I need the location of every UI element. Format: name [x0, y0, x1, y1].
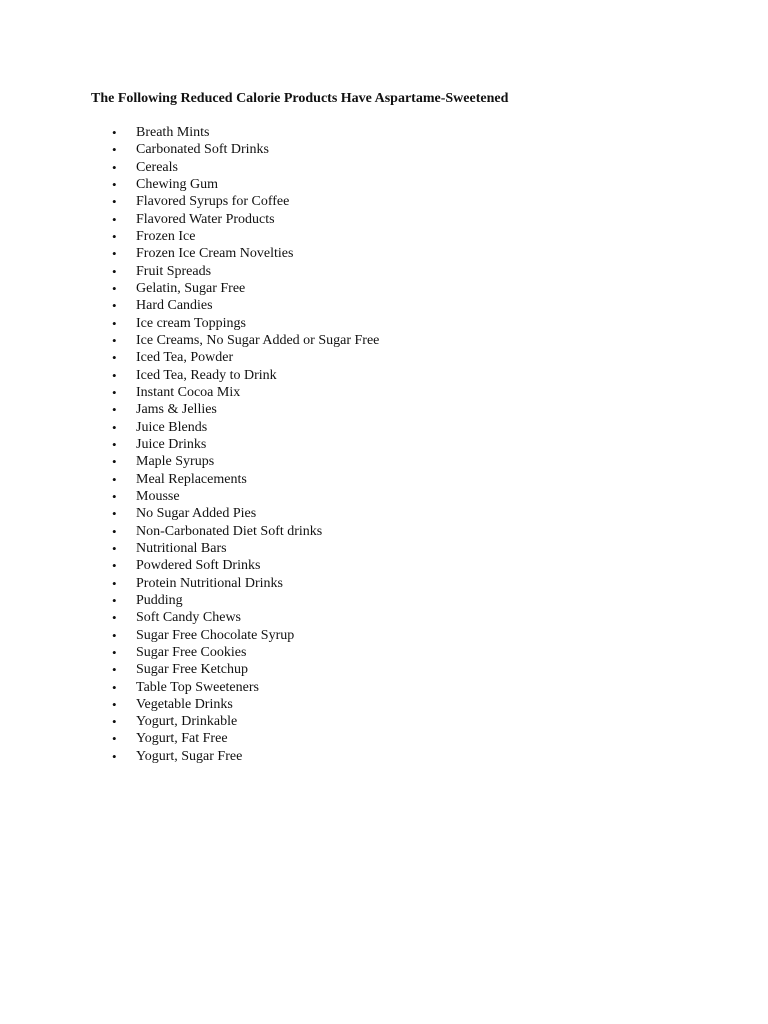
list-item-text: Yogurt, Drinkable — [136, 714, 238, 730]
list-item-text: Chewing Gum — [136, 176, 219, 192]
list-item-text: Breath Mints — [136, 125, 210, 140]
bullet-icon: • — [112, 592, 117, 608]
list-item-text: Frozen Ice — [136, 228, 196, 244]
bullet-icon: • — [112, 125, 117, 140]
list-item-text: Sugar Free Chocolate Syrup — [136, 627, 295, 643]
list-item-text: Instant Cocoa Mix — [136, 384, 241, 400]
list-item-text: No Sugar Added Pies — [136, 506, 257, 522]
bullet-icon: • — [112, 627, 117, 643]
bullet-icon: • — [112, 402, 117, 418]
bullet-icon: • — [112, 384, 117, 400]
bullet-icon: • — [112, 471, 117, 487]
bullet-icon: • — [112, 228, 117, 244]
bullet-icon: • — [112, 246, 117, 262]
list-item-text: Non-Carbonated Diet Soft drinks — [136, 523, 323, 539]
bullet-icon: • — [112, 523, 117, 539]
list-item-text: Cereals — [136, 159, 178, 175]
bullet-icon: • — [112, 714, 117, 730]
list-item-text: Iced Tea, Powder — [136, 350, 234, 366]
bullet-icon: • — [112, 332, 117, 348]
bullet-icon: • — [112, 575, 117, 591]
list-item-text: Yogurt, Sugar Free — [136, 748, 243, 764]
bullet-icon: • — [112, 159, 117, 175]
bullet-icon: • — [112, 558, 117, 574]
list-item-text: Nutritional Bars — [136, 540, 227, 556]
list-item-text: Pudding — [136, 592, 183, 608]
bullet-icon: • — [112, 315, 117, 331]
bullet-icon: • — [112, 454, 117, 470]
list-item-text: Meal Replacements — [136, 471, 247, 487]
bullet-icon: • — [112, 644, 117, 660]
list-item-text: Gelatin, Sugar Free — [136, 280, 246, 296]
list-item-text: Vegetable Drinks — [136, 696, 233, 712]
list-item-text: Ice cream Toppings — [136, 315, 246, 331]
list-item-text: Soft Candy Chews — [136, 610, 241, 626]
bullet-icon: • — [112, 298, 117, 314]
list-item-text: Hard Candies — [136, 298, 213, 314]
bullet-icon: • — [112, 696, 117, 712]
bullet-icon: • — [112, 367, 117, 383]
bullet-icon: • — [112, 731, 117, 747]
list-item-text: Ice Creams, No Sugar Added or Sugar Free — [136, 332, 380, 348]
list-item-text: Carbonated Soft Drinks — [136, 142, 269, 158]
list-item-text: Frozen Ice Cream Novelties — [136, 246, 294, 262]
bullet-icon: • — [112, 263, 117, 279]
list-item-text: Sugar Free Cookies — [136, 644, 247, 660]
bullet-icon: • — [112, 748, 117, 764]
list-item-text: Yogurt, Fat Free — [136, 731, 228, 747]
bullet-icon: • — [112, 506, 117, 522]
list-item-text: Flavored Water Products — [136, 211, 275, 227]
bullet-icon: • — [112, 679, 117, 695]
bullet-icon: • — [112, 488, 117, 504]
list-item-text: Juice Blends — [136, 419, 208, 435]
list-item-text: Table Top Sweeteners — [136, 679, 259, 695]
bullet-icon: • — [112, 419, 117, 435]
bullet-icon: • — [112, 280, 117, 296]
list-item-text: Jams & Jellies — [136, 402, 217, 418]
bullet-icon: • — [112, 662, 117, 678]
bullet-icon: • — [112, 211, 117, 227]
list-item-text: Powdered Soft Drinks — [136, 558, 261, 574]
bullet-icon: • — [112, 194, 117, 210]
bullet-icon: • — [112, 350, 117, 366]
list-item-text: Sugar Free Ketchup — [136, 662, 248, 678]
list-item-text: Flavored Syrups for Coffee — [136, 194, 290, 210]
bullet-icon: • — [112, 142, 117, 158]
list-item-text: Juice Drinks — [136, 436, 207, 452]
list-item-text: Iced Tea, Ready to Drink — [136, 367, 277, 383]
list-item-text: Protein Nutritional Drinks — [136, 575, 283, 591]
bullet-icon: • — [112, 176, 117, 192]
bullet-icon: • — [112, 540, 117, 556]
bullet-icon: • — [112, 610, 117, 626]
document-title: The Following Reduced Calorie Products Have Aspartame-Sweetened — [91, 91, 509, 106]
list-item-text: Fruit Spreads — [136, 263, 212, 279]
list-item-text: Mousse — [136, 488, 180, 504]
bullet-icon: • — [112, 436, 117, 452]
list-item-text: Maple Syrups — [136, 454, 215, 470]
